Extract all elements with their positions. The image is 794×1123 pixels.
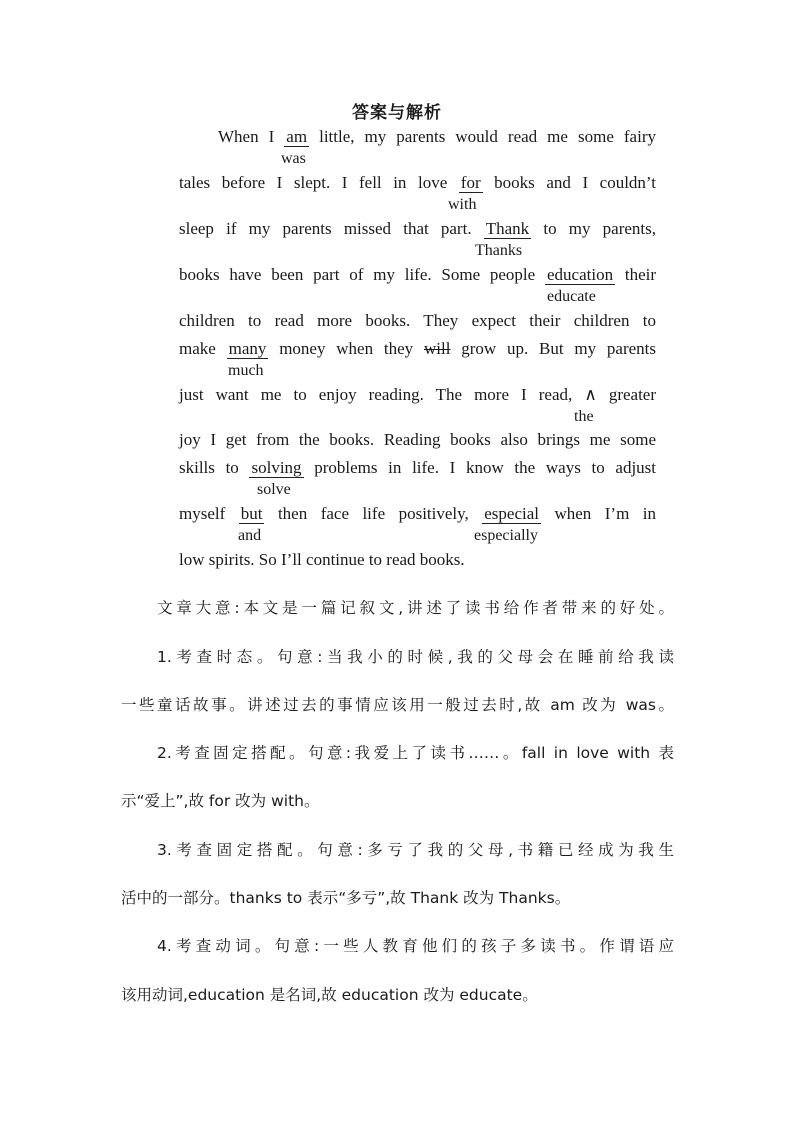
- summary-text: 本文是一篇记叙文,讲述了读书给作者带来的好处。: [239, 599, 674, 617]
- note-line: 2.考查固定搭配。句意:我爱上了读书……。fall in love with 表: [157, 744, 674, 762]
- note-line: 示“爱上”,故 for 改为 with。: [121, 792, 320, 810]
- passage-line: children to read more books. They expect their children to: [179, 311, 656, 330]
- summary-label: 文章大意:: [157, 599, 240, 617]
- passage-line: skills to solving problems in life. I know the ways to adjust: [179, 458, 657, 477]
- passage-line: joy I get from the books. Reading books also brings me some: [179, 430, 656, 449]
- passage-line: When I am little, my parents would read me some fairy: [218, 127, 656, 146]
- correction: Thanks: [475, 242, 523, 259]
- error-word: but: [240, 504, 263, 523]
- correction: was: [281, 150, 306, 167]
- note-line: 活中的一部分。thanks to 表示“多亏”,故 Thank 改为 Thanks。: [121, 889, 571, 907]
- note-line: 一些童话故事。讲述过去的事情应该用一般过去时,故 am 改为 was。: [121, 696, 674, 714]
- error-word: Thank: [485, 219, 530, 238]
- page-title: 答案与解析: [352, 103, 442, 123]
- correction: with: [448, 196, 477, 213]
- correction: especially: [474, 527, 538, 544]
- passage-line: sleep if my parents missed that part. Thank to my parents,: [179, 219, 656, 238]
- passage-line: make many money when they will grow up. But my parents: [179, 339, 656, 358]
- passage-line: books have been part of my life. Some people education their: [179, 265, 656, 284]
- error-word: education: [546, 265, 614, 284]
- correction: and: [238, 527, 262, 544]
- note-line: 该用动词,education 是名词,故 education 改为 educate。: [121, 986, 538, 1004]
- correction: much: [228, 362, 264, 379]
- error-word: solving: [251, 458, 302, 477]
- passage-line: myself but then face life positively, especial when I’m in: [179, 504, 656, 523]
- note-line: 3.考查固定搭配。句意:多亏了我的父母,书籍已经成为我生: [157, 841, 674, 859]
- error-word: especial: [484, 504, 539, 523]
- error-word: for: [460, 173, 481, 192]
- error-word: many: [228, 339, 267, 358]
- deleted-word: will: [423, 339, 451, 358]
- correction: the: [574, 408, 594, 425]
- error-word: am: [286, 127, 308, 146]
- correction: solve: [257, 481, 291, 498]
- passage-line: low spirits. So I’ll continue to read books.: [179, 550, 465, 569]
- correction: educate: [547, 288, 596, 305]
- note-line: 1.考查时态。句意:当我小的时候,我的父母会在睡前给我读: [157, 648, 674, 666]
- summary: [157, 593, 674, 623]
- passage-line: tales before I slept. I fell in love for books and I couldn’t: [179, 173, 656, 192]
- note-line: 4.考查动词。句意:一些人教育他们的孩子多读书。作谓语应: [157, 937, 674, 955]
- passage-line: just want me to enjoy reading. The more I read, ∧ greater: [179, 385, 656, 404]
